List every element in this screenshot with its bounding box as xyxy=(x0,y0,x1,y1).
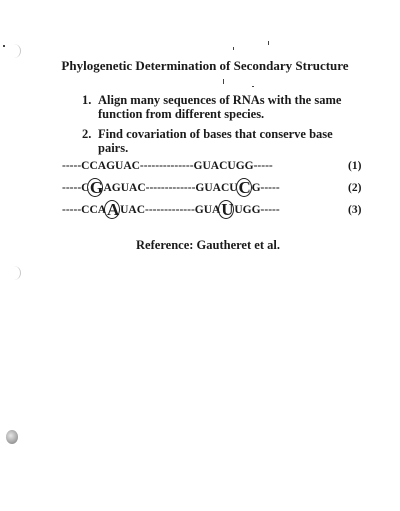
list-item-text: Align many sequences of RNAs with the same function from different species. xyxy=(98,93,342,121)
scan-speck xyxy=(3,45,5,47)
sequence-text-middle: UAC-------------GUA xyxy=(120,204,221,216)
sequence-row xyxy=(62,155,382,177)
margin-curl-mark xyxy=(12,44,21,58)
margin-curl-mark xyxy=(12,266,21,280)
sequence-text-middle: AGUAC-------------GUACU xyxy=(103,182,238,194)
circled-base-left: A xyxy=(106,200,120,219)
sequence-text: -----CCAGUAC--------------GUACUGG----- xyxy=(62,160,273,172)
page-title: Phylogenetic Determination of Secondary Structure xyxy=(61,58,349,73)
sequence-label: (1) xyxy=(348,160,362,172)
circled-base-right: U xyxy=(221,200,234,219)
sequence-alignment xyxy=(62,155,382,221)
reference-line: Reference: Gautheret et al. xyxy=(136,238,280,252)
list-item-text: Find covariation of bases that conserve base pairs. xyxy=(98,127,333,155)
list-item xyxy=(82,93,352,121)
numbered-list xyxy=(82,93,352,161)
sequence-text-end: UGG----- xyxy=(234,204,280,216)
sequence-label: (2) xyxy=(348,182,362,194)
circled-base-right: C xyxy=(238,178,251,197)
list-item-number: 1. xyxy=(82,93,92,107)
sequence-label: (3) xyxy=(348,204,362,216)
scan-speck xyxy=(268,41,269,45)
scan-speck xyxy=(223,79,224,84)
sequence-row xyxy=(62,177,382,199)
list-item xyxy=(82,127,352,155)
sequence-text-start: -----C xyxy=(62,182,90,194)
sequence-text-start: -----CCA xyxy=(62,204,107,216)
scan-speck xyxy=(233,47,234,50)
sequence-row xyxy=(62,199,382,221)
punch-hole-icon xyxy=(6,430,18,444)
circled-base-left: G xyxy=(89,178,104,197)
sequence-text-end: G----- xyxy=(251,182,280,194)
scan-speck xyxy=(252,86,254,87)
list-item-number: 2. xyxy=(82,127,92,141)
